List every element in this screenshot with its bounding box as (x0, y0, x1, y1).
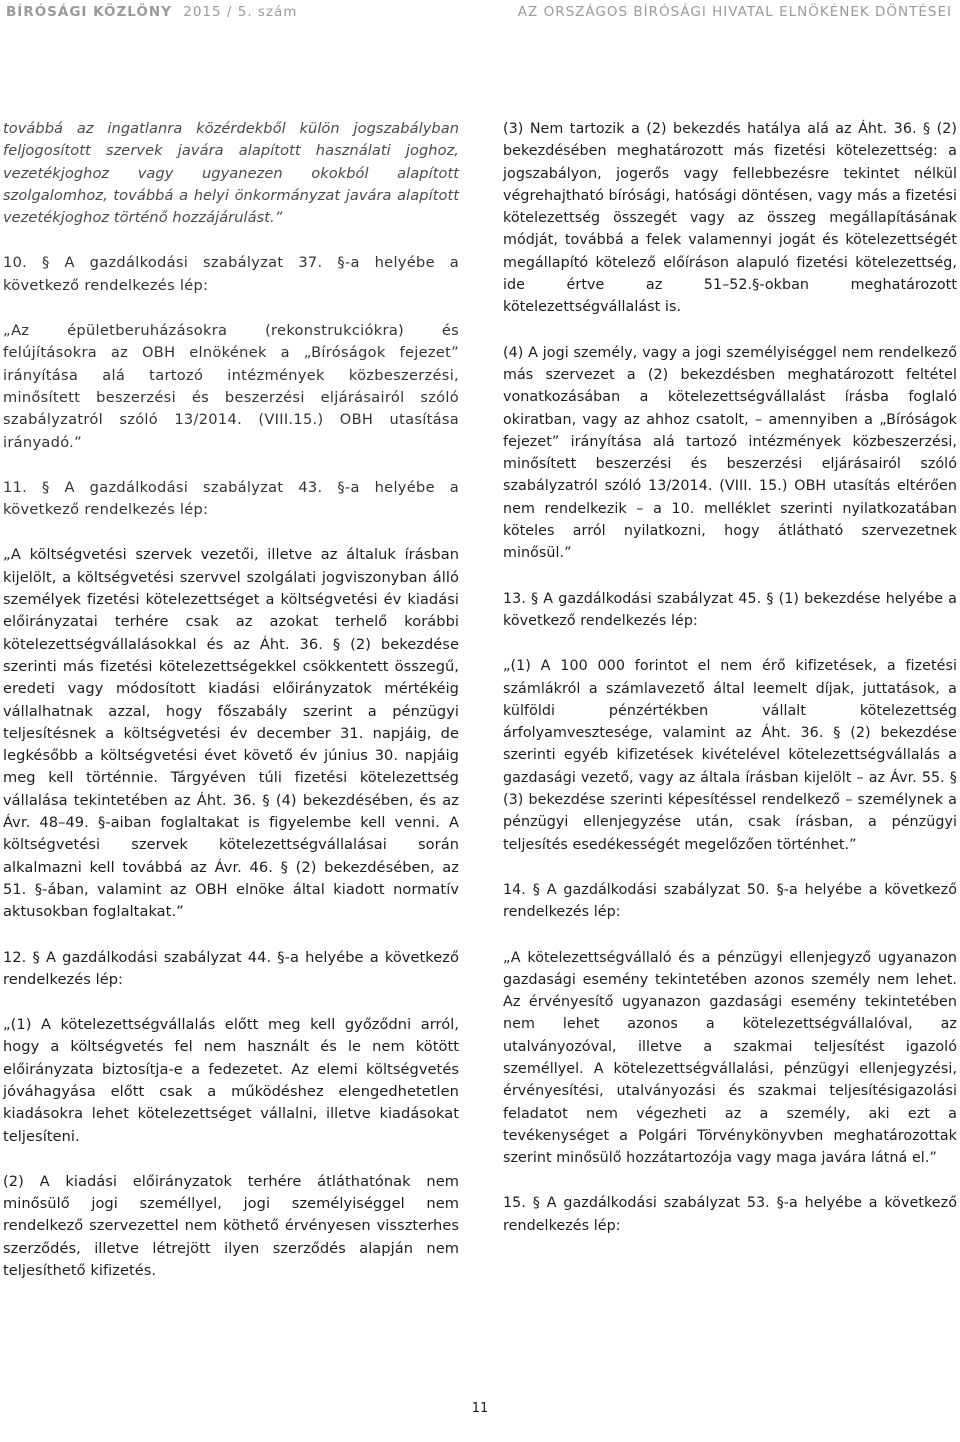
left-column (3, 118, 459, 1305)
journal-name: BÍRÓSÁGI KÖZLÖNY (6, 4, 172, 20)
issue-label: 2015 / 5. szám (183, 4, 298, 20)
section-heading: 13. § A gazdálkodási szabályzat 45. § (1) bekezdése helyébe a következő rendelkezés lép: (503, 590, 957, 629)
page-number: 11 (471, 1401, 489, 1416)
section-heading: 10. § A gazdálkodási szabályzat 37. §-a helyébe a következő rendelkezés lép: (3, 254, 459, 294)
paragraph: „(1) A 100 000 forintot el nem érő kifizetések, a fizetési számlákról a számlavezető által leemelt díjak, juttatások, a külföldi pénzértékben vállalt kötelezettség árfolyamvesztesége, valamint az Áht. 36. § (2) bekezdése szerinti egyéb kifizetések kivételével kötelezettségvállalás a gazdasági vezető, vagy az általa írásban kijelölt – az Ávr. 55. § (3) bekezdése szerinti képesítéssel rendelkező – személynek a pénzügyi ellenjegyzése után, csak írásban, a pénzügyi teljesítés esedékességét megelőzően történhet.” (503, 658, 957, 853)
paragraph: „(1) A kötelezettségvállalás előtt meg kell győződni arról, hogy a költségvetés fel nem használt és le nem kötött előirányzata biztosítja-e a fedezetet. Az elemi költségvetés jóváhagyása előtt csak a működéshez elengedhetetlen kiadásokra lehet kötelezettséget vállalni, illetve kiadásokat teljesíteni. (3, 1016, 459, 1145)
paragraph: „A költségvetési szervek vezetői, illetve az általuk írásban kijelölt, a költségvetési szervvel szolgálati jogviszonyban álló személyek fizetési kötelezettséget a költségvetési év kiadási előirányzatai terhére csak az azokat terhelő korábbi kötelezettségvállalásokkal és az Áht. 36. § (2) bekezdése szerinti más fizetési kötelezettségekkel csökkentett összegű, eredeti vagy módosított kiadási előirányzatok mértékéig vállalhatnak azzal, hogy főszabály szerint a pénzügyi teljesítésnek a költségvetési év december 31. napjáig, de legkésőbb a költségvetési évet követő év június 30. napjáig meg kell történnie. Tárgyéven túli fizetési kötelezettség vállalása tekintetében az Áht. 36. § (4) bekezdésében, és az Ávr. 48–49. §-aiban foglaltakat is figyelembe kell venni. A költségvetési szervek kötelezettségvállalásai során alkalmazni kell továbbá az Ávr. 46. § (2) bekezdésében, az 51. §-ában, valamint az OBH elnöke által kiadott normatív aktusokban foglaltakat.” (3, 546, 459, 921)
section-title: AZ ORSZÁGOS BÍRÓSÁGI HIVATAL ELNÖKÉNEK DÖNTÉSEI (517, 4, 952, 20)
section-heading: 11. § A gazdálkodási szabályzat 43. §-a helyébe a következő rendelkezés lép: (3, 478, 459, 519)
paragraph: (4) A jogi személy, vagy a jogi személyiséggel nem rendelkező más szervezet a (2) bekezdésben meghatározott feltétel vonatkozásában a kötelezettségvállalást írásba foglaló okiratban, vagy az ahhoz csatolt, – amennyiben a „Bíróságok fejezet” irányítása alá tartozó intézmények közbeszerzési, minősített beszerzési és beszerzési eljárásairól szóló szabályzatról szóló 13/2014. (VIII. 15.) OBH utasítás eltérően nem rendelkezik – a 10. melléklet szerinti nyilatkozatában köteles arról nyilatkozni, hogy átlátható szervezetnek minősül.” (503, 344, 957, 562)
paragraph: továbbá az ingatlanra közérdekből külön jogszabályban feljogosított szervek javára alapított használati joghoz, vezetékjoghoz vagy ugyanezen okokból alapított szolgalomhoz, továbbá a helyi önkormányzat javára alapított vezetékjoghoz történő hozzájárulást.” (3, 120, 459, 227)
paragraph: „Az épületberuházásokra (rekonstrukciókra) és felújításokra az OBH elnökének a „Bíróságok fejezet” irányítása alá tartozó intézmények közbeszerzési, minősített beszerzési és beszerzési eljárásairól szóló szabályzatról szóló 13/2014. (VIII.15.) OBH utasítása irányadó.” (3, 322, 459, 451)
section-heading: 12. § A gazdálkodási szabályzat 44. §-a helyébe a következő rendelkezés lép: (3, 948, 459, 988)
page-header (0, 0, 960, 34)
section-heading: 14. § A gazdálkodási szabályzat 50. §-a helyébe a következő rendelkezés lép: (503, 881, 957, 921)
paragraph: (2) A kiadási előirányzatok terhére átláthatónak nem minősülő jogi személlyel, jogi személyiséggel nem rendelkező szervezettel nem köthető érvényesen visszterhes szerződés, illetve létrejött ilyen szerződés alapján nem teljesíthető kifizetés. (3, 1172, 459, 1280)
paragraph: „A kötelezettségvállaló és a pénzügyi ellenjegyző ugyanazon gazdasági esemény tekintetében azonos személy nem lehet. Az érvényesítő ugyanazon gazdasági esemény tekintetében nem lehet azonos a kötelezettségvállalóval, az utalványozóval, illetve a szakmai teljesítést igazoló személlyel. A kötelezettségvállalási, pénzügyi ellenjegyzési, érvényesítési, utalványozási és szakmai teljesítésigazolási feladatot nem végezheti az a személy, aki ezt a tevékenységet a Polgári Törvénykönyvben meghatározottak szerint minősülő hozzátartozója vagy maga javára látná el.” (503, 949, 957, 1167)
section-heading: 15. § A gazdálkodási szabályzat 53. §-a helyébe a következő rendelkezés lép: (503, 1195, 957, 1234)
journal-title (6, 4, 297, 20)
right-column (503, 118, 957, 1260)
paragraph: (3) Nem tartozik a (2) bekezdés hatálya alá az Áht. 36. § (2) bekezdésében meghatározott más fizetési kötelezettség: a jogszabályon, jogerős vagy fellebbezésre tekintet nélkül végrehajtható bírósági, hatósági döntésen, vagy más a fizetési kötelezettség összegét vagy az összeg megállapításának módját, továbbá a felek valamennyi jogát és kötelezettségét megállapító kötelező előíráson alapuló fizetési kötelezettség, ide értve az 51–52.§-okban meghatározott kötelezettségvállalást is. (503, 121, 957, 316)
